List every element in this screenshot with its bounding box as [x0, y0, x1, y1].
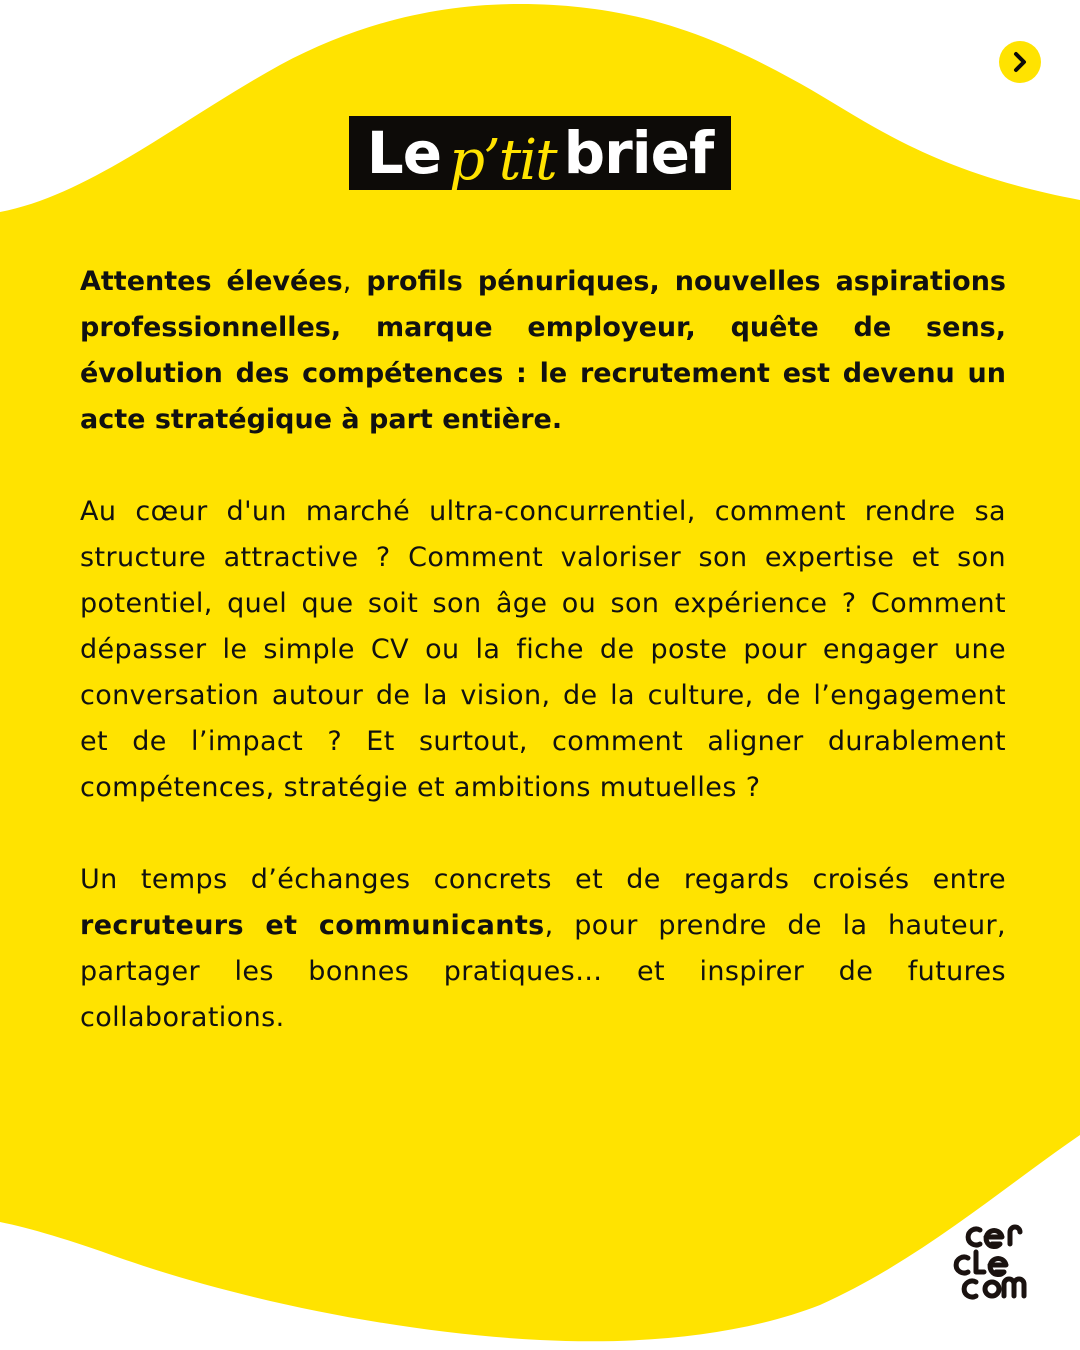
intro-paragraph	[80, 259, 1006, 443]
cercle-com-logo	[950, 1222, 1040, 1304]
title-le: Le	[366, 119, 442, 187]
closing-bold: recruteurs et communicants	[80, 910, 545, 941]
chevron-right-icon	[1009, 51, 1031, 73]
page-title	[349, 116, 731, 193]
intro-comma: ,	[342, 266, 352, 297]
closing-paragraph	[80, 857, 1006, 1041]
title-brief: brief	[563, 119, 714, 187]
closing-before: Un temps d’échanges concrets et de regards croisés entre	[80, 864, 1006, 895]
title-ptit: p’tit	[449, 128, 556, 193]
intro-rest: profils pénuriques, nouvelles aspirations professionnelles, marque employeur, quête de sens, évolution des compétences : le recrutement est devenu un acte stratégique à part entière.	[80, 266, 1006, 435]
closing-after: , pour prendre de la hauteur, partager les bonnes pratiques… et inspirer de futures collaborations.	[80, 910, 1006, 1033]
body-paragraph: Au cœur d'un marché ultra-concurrentiel, comment rendre sa structure attractive ? Comment valoriser son expertise et son potentiel, quel que soit son âge ou son expérience ? Comment dépasser le simple CV ou la fiche de poste pour engager une conversation autour de la vision, de la culture, de l’engagement et de l’impact ? Et surtout, comment aligner durablement compétences, stratégie et ambitions mutuelles ?	[80, 496, 1006, 803]
next-slide-button[interactable]	[999, 41, 1041, 83]
intro-lead: Attentes élevées	[80, 266, 343, 297]
brief-text	[80, 259, 1006, 1087]
